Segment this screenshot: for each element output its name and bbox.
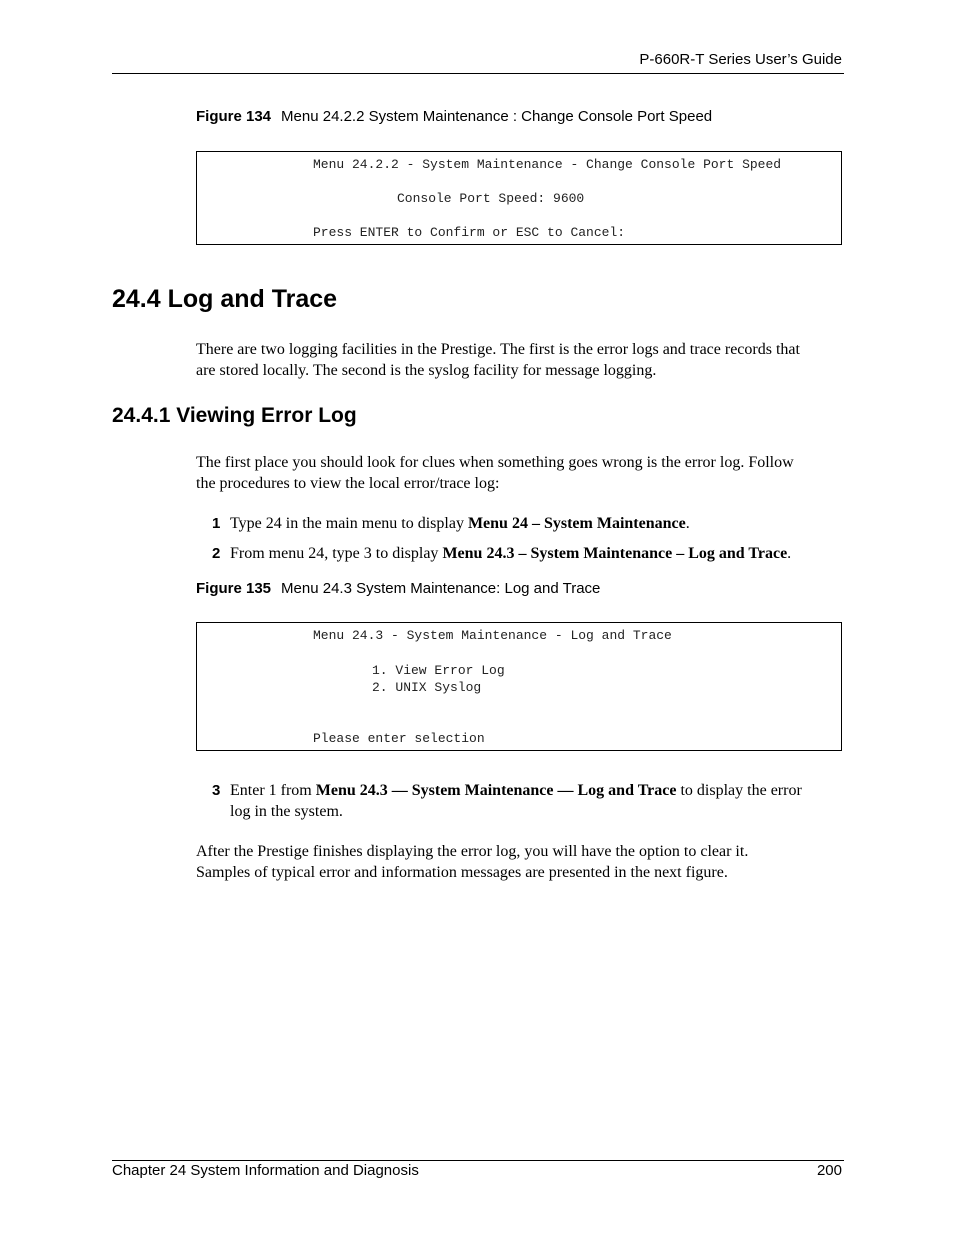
after-paragraph	[196, 842, 846, 883]
step-text-line2: log in the system.	[230, 802, 343, 820]
step-1	[212, 514, 846, 535]
step-2	[212, 544, 846, 565]
terminal-option-unix-syslog: 2. UNIX Syslog	[372, 680, 482, 695]
first-place-paragraph	[196, 453, 846, 494]
step-text: From menu 24, type 3 to display	[230, 545, 443, 562]
terminal-prompt: Press ENTER to Confirm or ESC to Cancel:	[313, 225, 626, 240]
figure-134-title: Menu 24.2.2 System Maintenance : Change Console Port Speed	[281, 108, 713, 125]
subsection-title: 24.4.1 Viewing Error Log	[112, 404, 357, 427]
step-number: 3	[212, 782, 221, 799]
section-title: 24.4 Log and Trace	[112, 285, 338, 313]
figure-134-terminal	[196, 151, 842, 245]
header-rule	[112, 73, 844, 74]
terminal-option-view-error-log: 1. View Error Log	[372, 663, 505, 678]
running-header: P-660R-T Series User’s Guide	[639, 51, 842, 68]
figure-135-title: Menu 24.3 System Maintenance: Log and Trace	[281, 580, 601, 597]
step-number: 1	[212, 515, 221, 532]
paragraph-line: Samples of typical error and information messages are presented in the next figure.	[196, 863, 728, 881]
step-text-end: .	[787, 545, 792, 562]
figure-134-caption	[196, 108, 712, 125]
intro-line: are stored locally. The second is the syslog facility for message logging.	[196, 361, 657, 379]
step-text-end: to display the error	[676, 782, 802, 799]
terminal-menu-title: Menu 24.3 - System Maintenance - Log and Trace	[313, 628, 672, 643]
step-menu-name: Menu 24.3 — System Maintenance — Log and Trace	[315, 782, 677, 799]
figure-135-number: Figure 135	[196, 580, 272, 597]
terminal-prompt: Please enter selection	[313, 731, 485, 746]
paragraph-line: After the Prestige finishes displaying the error log, you will have the option to clear it.	[196, 843, 749, 860]
step-number: 2	[212, 545, 221, 562]
figure-135-terminal	[196, 622, 842, 751]
step-text: Type 24 in the main menu to display	[230, 515, 468, 532]
terminal-console-port-speed: Console Port Speed: 9600	[397, 191, 585, 206]
intro-line: There are two logging facilities in the Prestige. The first is the error logs and trace records that	[196, 341, 800, 358]
figure-134-number: Figure 134	[196, 108, 272, 125]
footer-chapter: Chapter 24 System Information and Diagnosis	[112, 1162, 419, 1179]
figure-135-caption	[196, 580, 600, 597]
footer-rule	[112, 1160, 844, 1161]
step-3	[212, 781, 846, 822]
step-menu-name: Menu 24 – System Maintenance	[467, 515, 686, 532]
step-text-end: .	[685, 515, 690, 532]
paragraph-line: The first place you should look for clues when something goes wrong is the error log. Follow	[196, 454, 794, 471]
page-number: 200	[816, 1162, 842, 1179]
terminal-menu-title: Menu 24.2.2 - System Maintenance - Change Console Port Speed	[313, 157, 782, 172]
intro-paragraph	[196, 340, 846, 381]
step-menu-name: Menu 24.3 – System Maintenance – Log and Trace	[442, 545, 788, 562]
step-text: Enter 1 from	[230, 782, 316, 799]
paragraph-line: the procedures to view the local error/trace log:	[196, 474, 500, 492]
